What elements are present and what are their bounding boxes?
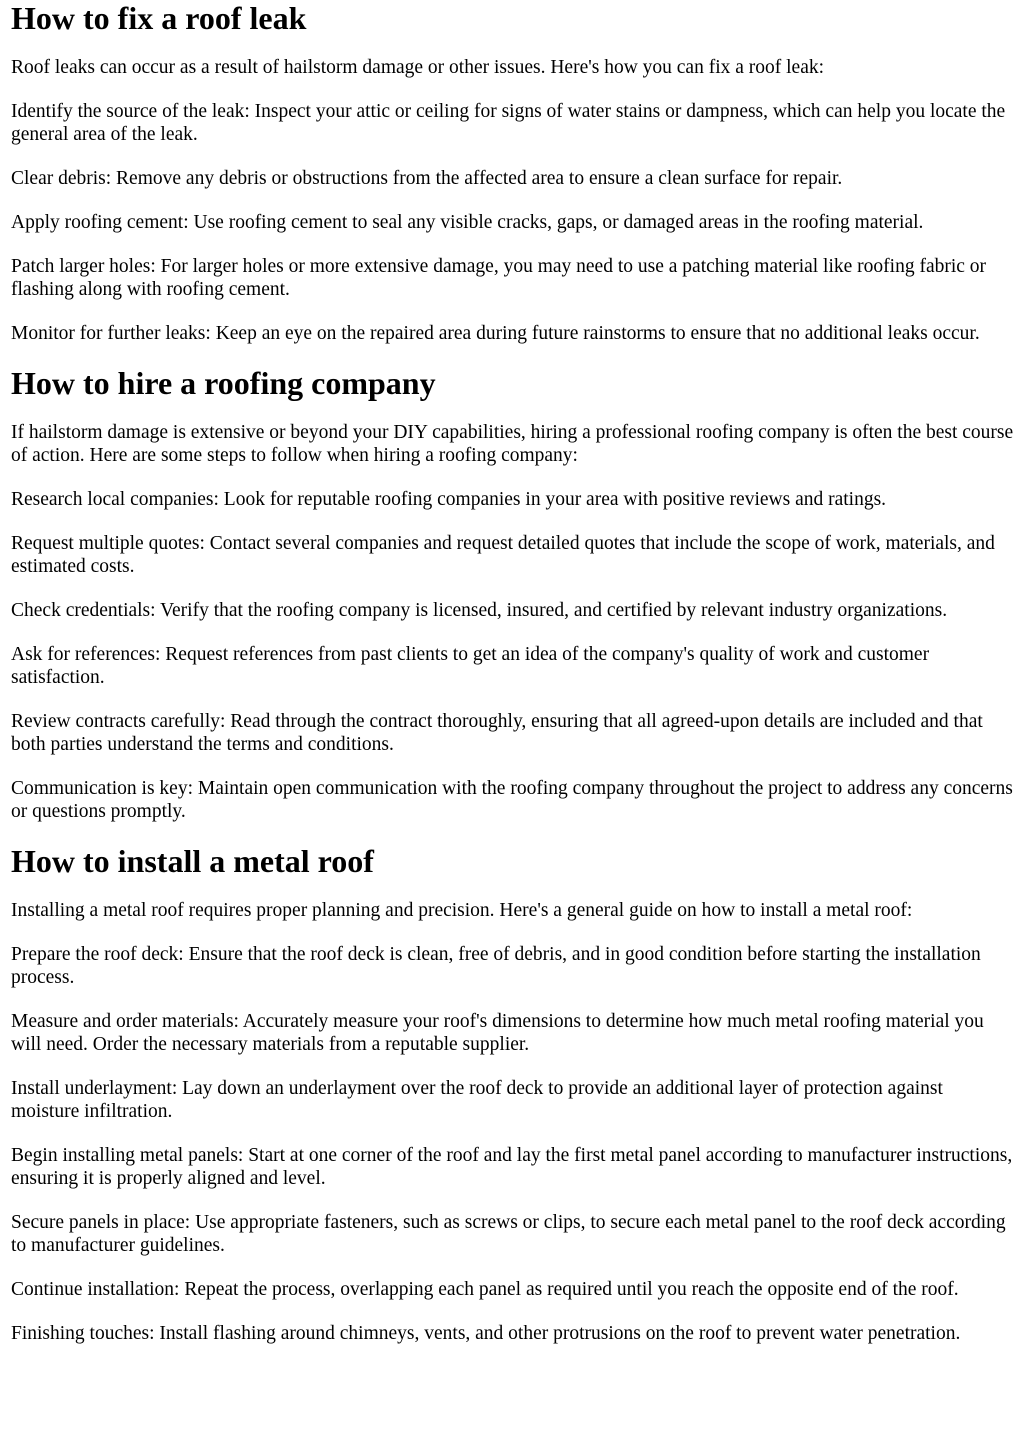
paragraph: Installing a metal roof requires proper planning and precision. Here's a general guide on how to install a metal roof: (11, 900, 913, 921)
paragraph: Finishing touches: Install flashing around chimneys, vents, and other protrusions on the roof to prevent water penetration. (11, 1323, 961, 1344)
paragraph: Begin installing metal panels: Start at one corner of the roof and lay the first metal panel according to manufacturer instructions, ensuring it is properly aligned and level. (11, 1145, 1013, 1189)
paragraph: If hailstorm damage is extensive or beyond your DIY capabilities, hiring a professional roofing company is often the best course of action. Here are some steps to follow when hiring a roofing company: (11, 422, 1014, 466)
section-install-metal-roof (11, 843, 1014, 1345)
paragraph: Identify the source of the leak: Inspect your attic or ceiling for signs of water stains or dampness, which can help you locate the general area of the leak. (11, 101, 1006, 145)
paragraph: Ask for references: Request references from past clients to get an idea of the company's quality of work and customer satisfaction. (11, 644, 930, 688)
paragraph: Prepare the roof deck: Ensure that the roof deck is clean, free of debris, and in good condition before starting the installation process. (11, 944, 981, 988)
paragraph: Clear debris: Remove any debris or obstructions from the affected area to ensure a clean surface for repair. (11, 168, 843, 189)
paragraph: Monitor for further leaks: Keep an eye on the repaired area during future rainstorms to ensure that no additional leaks occur. (11, 323, 980, 344)
paragraph: Check credentials: Verify that the roofing company is licensed, insured, and certified by relevant industry organizations. (11, 600, 948, 621)
section-hire-roofing-company (11, 365, 1014, 823)
paragraph: Research local companies: Look for reputable roofing companies in your area with positive reviews and ratings. (11, 489, 887, 510)
section-fix-roof-leak (11, 0, 1014, 345)
paragraph: Roof leaks can occur as a result of hailstorm damage or other issues. Here's how you can fix a roof leak: (11, 57, 825, 78)
paragraph: Apply roofing cement: Use roofing cement to seal any visible cracks, gaps, or damaged areas in the roofing material. (11, 212, 924, 233)
paragraph: Request multiple quotes: Contact several companies and request detailed quotes that include the scope of work, materials, and estimated costs. (11, 533, 995, 577)
paragraph: Measure and order materials: Accurately measure your roof's dimensions to determine how much metal roofing material you will need. Order the necessary materials from a reputable supplier. (11, 1011, 984, 1055)
paragraph: Secure panels in place: Use appropriate fasteners, such as screws or clips, to secure each metal panel to the roof deck according to manufacturer guidelines. (11, 1212, 1006, 1256)
paragraph: Communication is key: Maintain open communication with the roofing company throughout the project to address any concerns or questions promptly. (11, 778, 1013, 822)
paragraph: Patch larger holes: For larger holes or more extensive damage, you may need to use a patching material like roofing fabric or flashing along with roofing cement. (11, 256, 987, 300)
paragraph: Install underlayment: Lay down an underlayment over the roof deck to provide an additional layer of protection against moisture infiltration. (11, 1078, 943, 1122)
paragraph: Review contracts carefully: Read through the contract thoroughly, ensuring that all agreed-upon details are included and that both parties understand the terms and conditions. (11, 711, 983, 755)
section-heading: How to fix a roof leak (11, 0, 307, 36)
paragraph: Continue installation: Repeat the process, overlapping each panel as required until you reach the opposite end of the roof. (11, 1279, 959, 1300)
section-heading: How to hire a roofing company (11, 365, 436, 401)
section-heading: How to install a metal roof (11, 843, 374, 879)
